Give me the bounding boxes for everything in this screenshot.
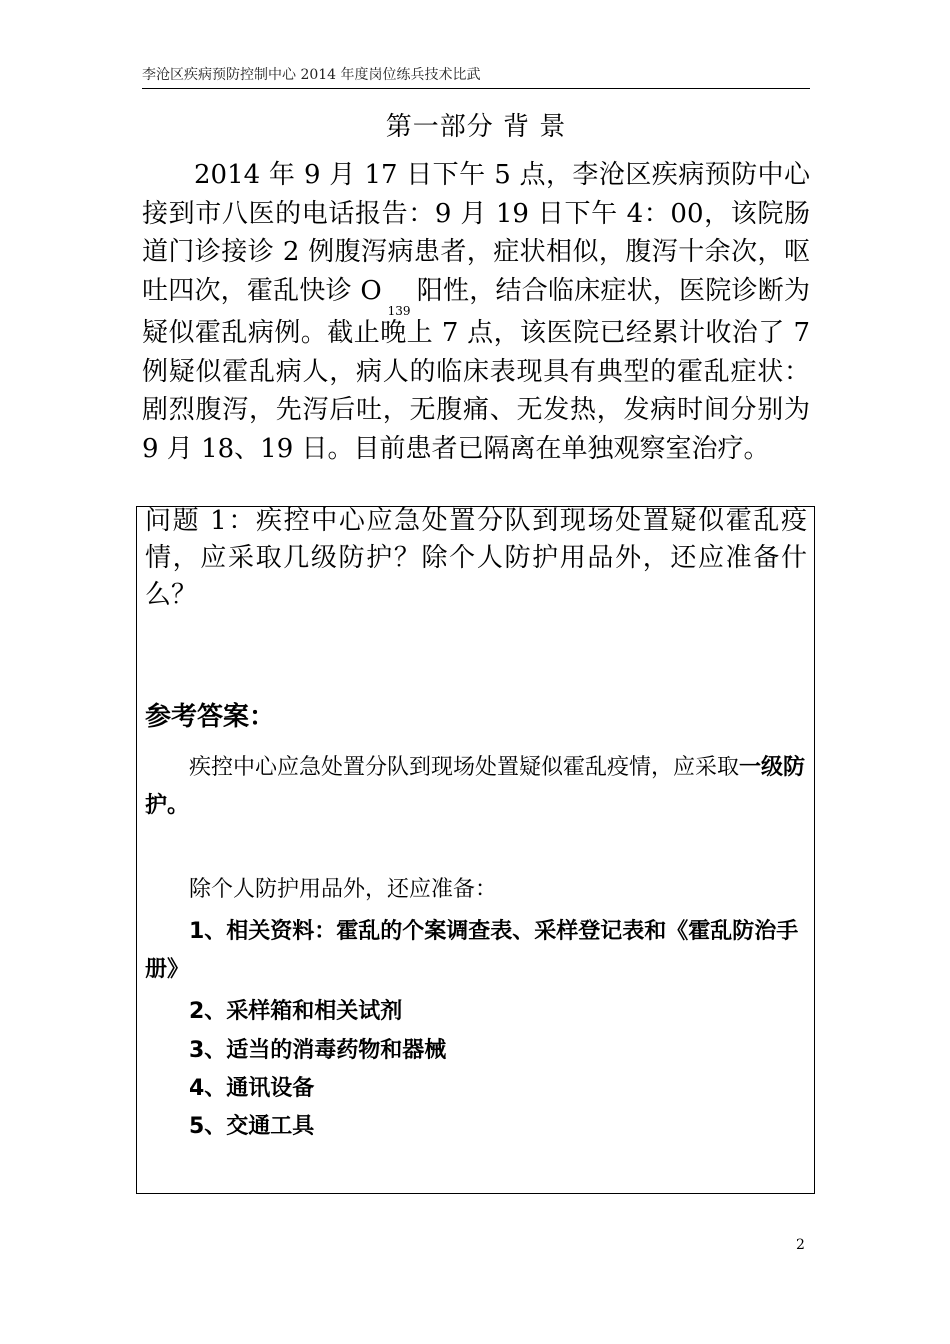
answer-item-3: 3、适当的消毒药物和器械 (189, 1038, 447, 1063)
answer-heading: 参考答案： (145, 702, 276, 732)
page-number: 2 (796, 1237, 805, 1253)
answer-line-1 (145, 749, 807, 825)
answer-line-2: 除个人防护用品外，还应准备： (189, 877, 498, 902)
answer-item-2: 2、采样箱和相关试剂 (189, 999, 403, 1024)
answer-item-4: 4、通讯设备 (189, 1076, 315, 1101)
background-paragraph (142, 156, 810, 468)
answer-line-1-bold: 一级防护。 (145, 755, 806, 818)
answer-item-5: 5、交通工具 (189, 1114, 315, 1139)
question-box (136, 506, 815, 1194)
o139-subscript: 139 (387, 303, 411, 318)
question-text: 问题 1：疾控中心应急处置分队到现场处置疑似霍乱疫情，应采取几级防护？除个人防护用品外，还应准备什么？ (145, 506, 807, 610)
section-title: 第一部分 背 景 (385, 112, 567, 142)
answer-item-1: 1、相关资料：霍乱的个案调查表、采样登记表和《霍乱防治手册》 (145, 919, 799, 982)
answer-line-1-normal: 疾控中心应急处置分队到现场处置疑似霍乱疫情，应采取 (189, 755, 740, 780)
page-header: 李沧区疾病预防控制中心 2014 年度岗位练兵技术比武 (142, 66, 810, 89)
background-text-part1: 2014 年 9 月 17 日下午 5 点，李沧区疾病预防中心接到市八医的电话报告：9 月 19 日下午 4：00，该院肠道门诊接诊 2 例腹泻病患者，症状相似，腹泻十余次，呕吐四次，霍乱快诊 O (142, 160, 810, 306)
background-text-part2: 阳性，结合临床症状，医院诊断为疑似霍乱病例。截止晚上 7 点，该医院已经累计收治了 7 例疑似霍乱病人，病人的临床表现具有典型的霍乱症状：剧烈腹泻，先泻后吐，无腹痛、无发热，发病时间分别为 9 月 18、19 日。目前患者已隔离在单独观察室治疗。 (142, 275, 810, 464)
